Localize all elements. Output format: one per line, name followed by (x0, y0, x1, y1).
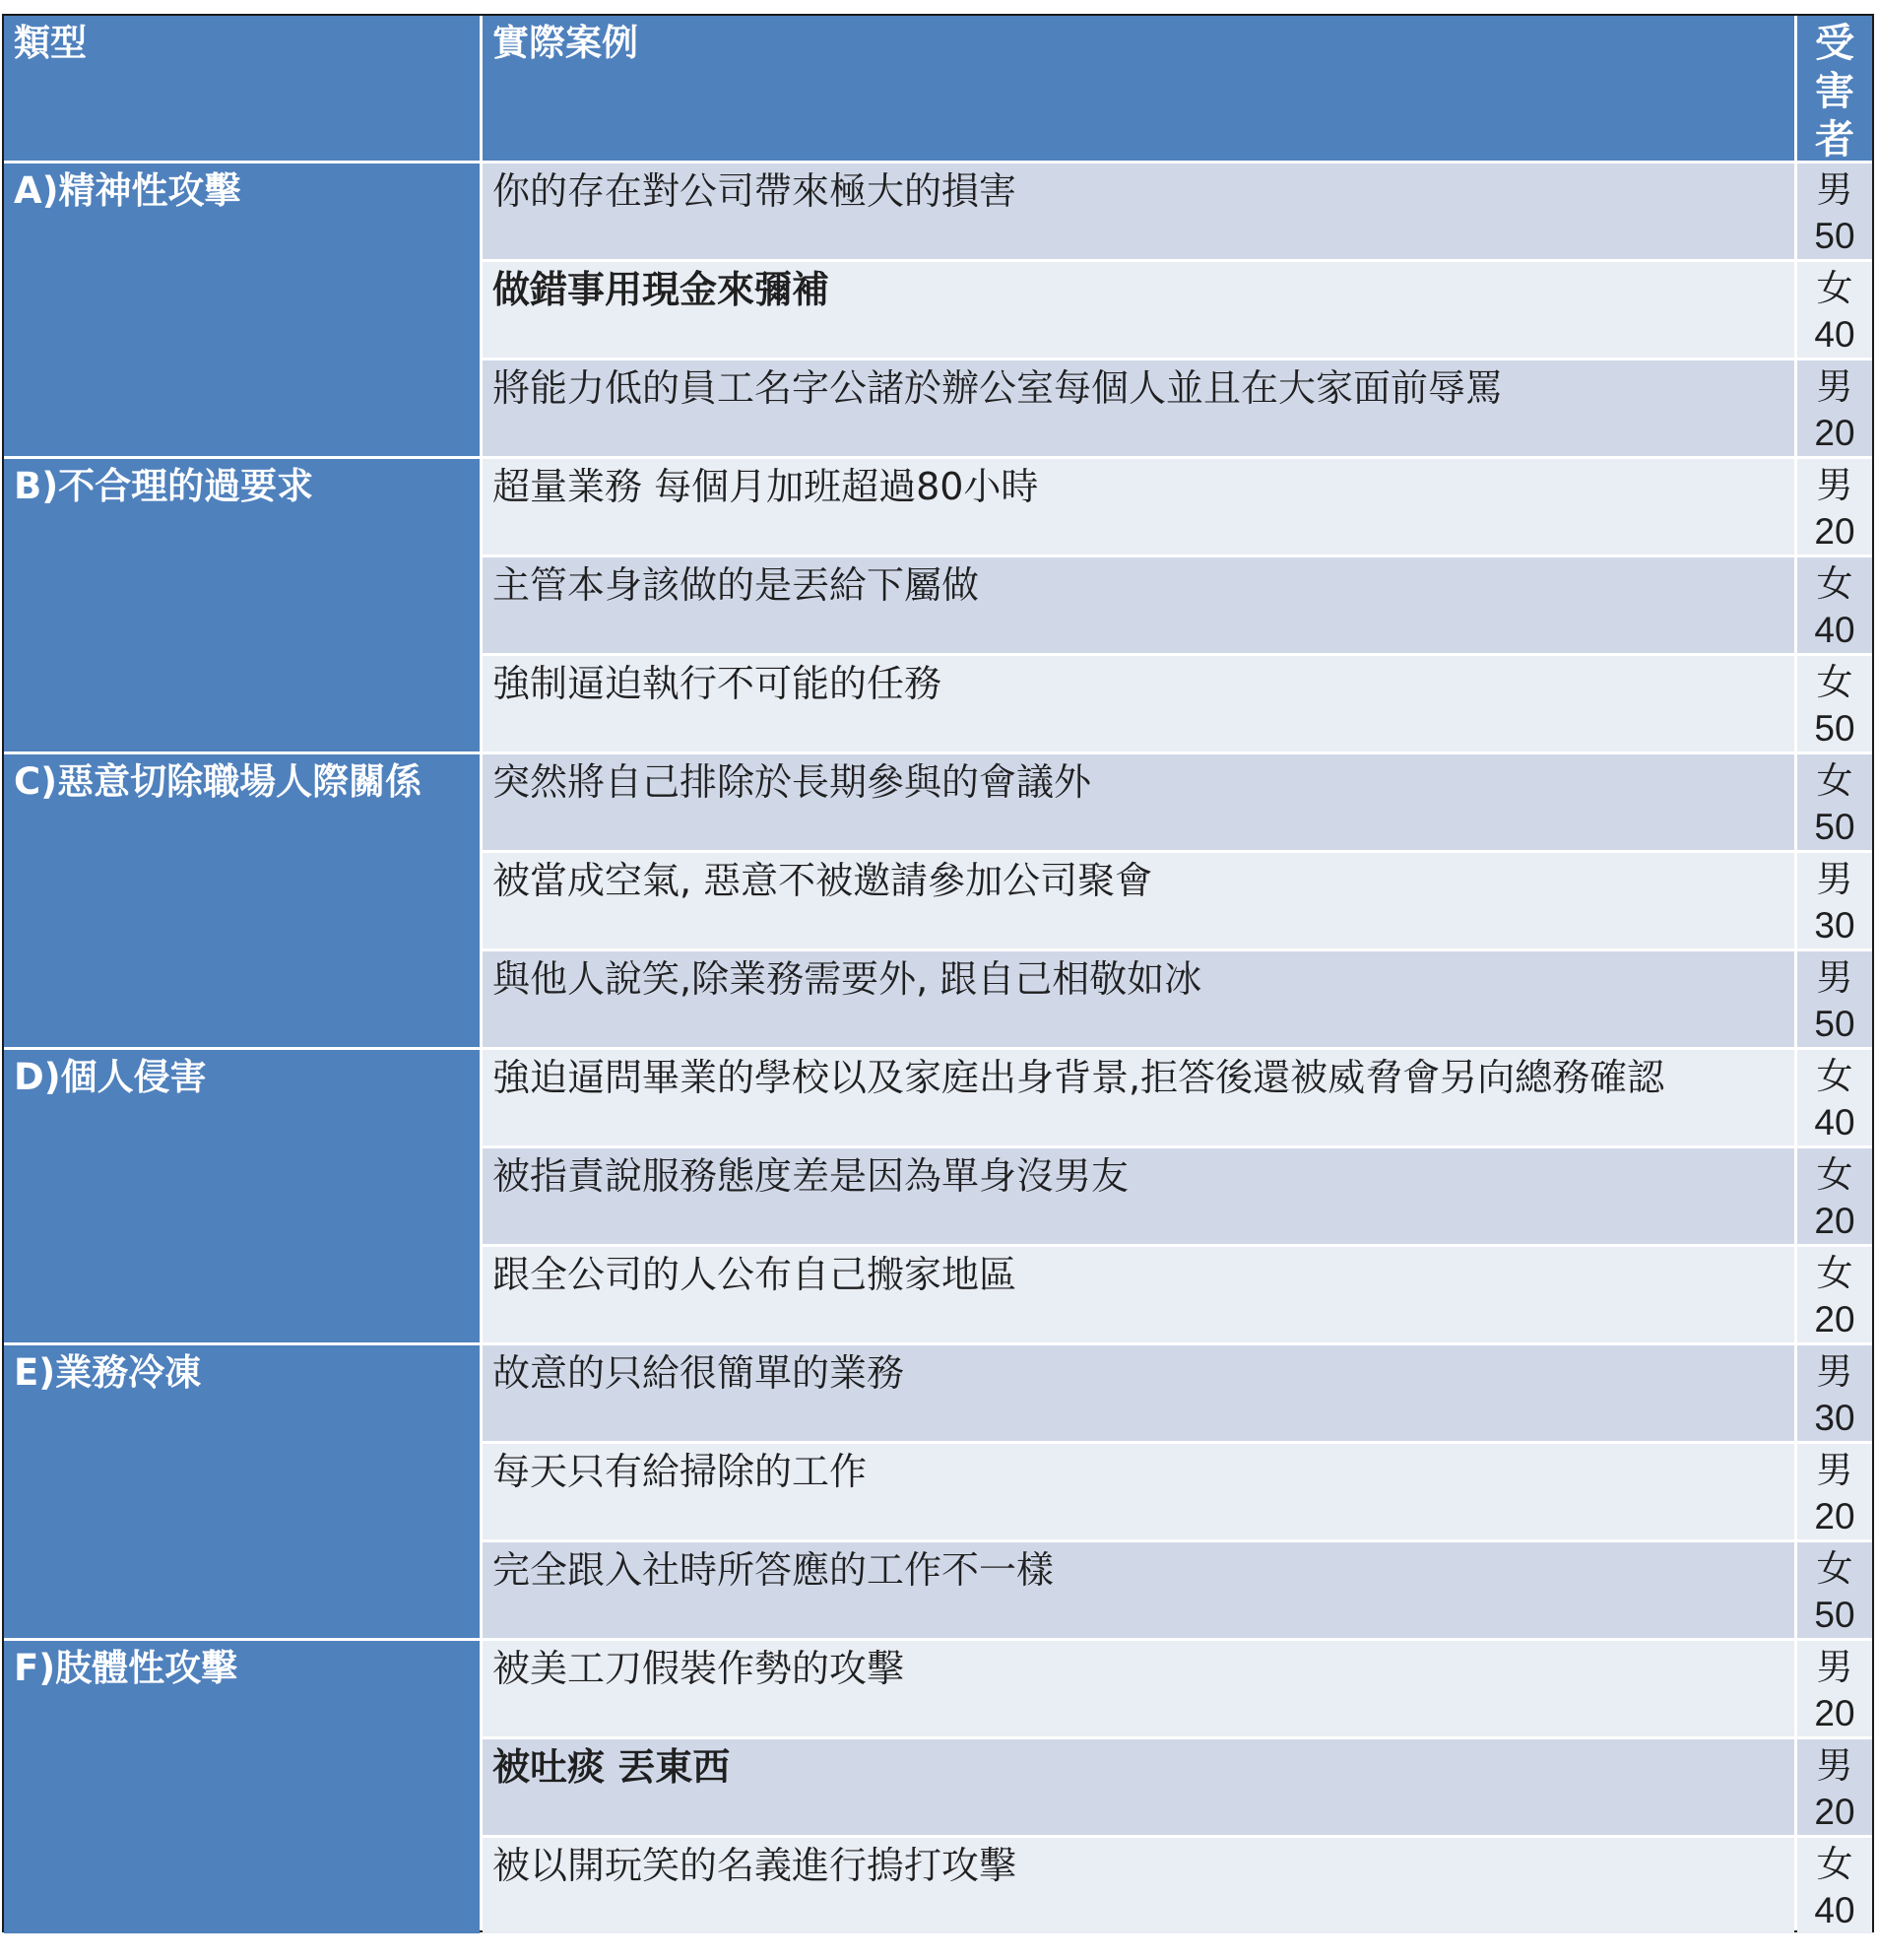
victim-gender: 男 (1816, 365, 1853, 408)
victim-age: 20 (1814, 510, 1855, 552)
header-type: 類型 (4, 16, 480, 161)
victim-gender: 男 (1816, 858, 1853, 900)
victim-age: 20 (1814, 412, 1855, 453)
victim-gender: 女 (1816, 1055, 1853, 1097)
victim-age: 40 (1814, 609, 1855, 650)
victim-gender: 女 (1816, 1153, 1853, 1196)
case-example: 完全跟入社時所答應的工作不一樣 (483, 1542, 1794, 1638)
case-example: 被當成空氣, 惡意不被邀請參加公司聚會 (483, 853, 1794, 948)
victim-info (1797, 951, 1872, 1047)
victim-info (1797, 656, 1872, 751)
case-example: 強制逼迫執行不可能的任務 (483, 656, 1794, 751)
victim-info (1797, 1345, 1872, 1441)
victim-info (1797, 853, 1872, 948)
header-example: 實際案例 (483, 16, 1794, 161)
victim-age: 20 (1814, 1298, 1855, 1339)
case-example: 做錯事用現金來彌補 (483, 262, 1794, 358)
victim-age: 20 (1814, 1692, 1855, 1733)
victim-info (1797, 1542, 1872, 1638)
victim-info (1797, 360, 1872, 456)
case-example: 跟全公司的人公布自己搬家地區 (483, 1247, 1794, 1342)
case-example: 強迫逼問畢業的學校以及家庭出身背景,拒答後還被威脅會另向總務確認 (483, 1050, 1794, 1145)
victim-gender: 女 (1816, 1547, 1853, 1590)
victim-age: 50 (1814, 1594, 1855, 1635)
victim-gender: 男 (1816, 1350, 1853, 1393)
victim-gender: 女 (1816, 661, 1853, 703)
victim-info (1797, 1247, 1872, 1342)
case-example: 將能力低的員工名字公諸於辦公室每個人並且在大家面前辱罵 (483, 360, 1794, 456)
victim-age: 50 (1814, 1003, 1855, 1044)
victim-info (1797, 754, 1872, 850)
victim-age: 20 (1814, 1791, 1855, 1832)
victim-age: 30 (1814, 904, 1855, 946)
victim-age: 50 (1814, 707, 1855, 749)
victim-info (1797, 1444, 1872, 1539)
victim-info (1797, 1050, 1872, 1145)
category-label: B)不合理的過要求 (4, 459, 480, 751)
victim-gender: 男 (1816, 464, 1853, 506)
victim-age: 40 (1814, 313, 1855, 355)
victim-age: 40 (1814, 1101, 1855, 1143)
victim-info (1797, 1148, 1872, 1244)
victim-info (1797, 459, 1872, 555)
case-example: 主管本身該做的是丟給下屬做 (483, 557, 1794, 653)
case-example: 超量業務 每個月加班超過80小時 (483, 459, 1794, 555)
case-example: 被美工刀假裝作勢的攻擊 (483, 1641, 1794, 1736)
case-example: 被吐痰 丟東西 (483, 1739, 1794, 1835)
case-example: 突然將自己排除於長期參與的會議外 (483, 754, 1794, 850)
victim-age: 30 (1814, 1397, 1855, 1438)
harassment-cases-table (2, 14, 1874, 1932)
victim-gender: 女 (1816, 562, 1853, 605)
victim-gender: 男 (1816, 1744, 1853, 1787)
victim-gender: 男 (1816, 1449, 1853, 1491)
case-example: 每天只有給掃除的工作 (483, 1444, 1794, 1539)
victim-gender: 女 (1816, 267, 1853, 309)
category-label: A)精神性攻擊 (4, 163, 480, 456)
category-label: E)業務冷凍 (4, 1345, 480, 1638)
case-example: 被以開玩笑的名義進行摀打攻擊 (483, 1838, 1794, 1933)
victim-gender: 男 (1816, 1646, 1853, 1688)
victim-info (1797, 1641, 1872, 1736)
victim-age: 50 (1814, 215, 1855, 256)
victim-info (1797, 1739, 1872, 1835)
category-label: F)肢體性攻擊 (4, 1641, 480, 1933)
category-label: C)惡意切除職場人際關係 (4, 754, 480, 1047)
victim-age: 50 (1814, 806, 1855, 847)
case-example: 故意的只給很簡單的業務 (483, 1345, 1794, 1441)
victim-age: 20 (1814, 1495, 1855, 1536)
victim-info (1797, 163, 1872, 259)
header-victim: 受害者 (1797, 16, 1872, 161)
victim-age: 20 (1814, 1200, 1855, 1241)
victim-info (1797, 1838, 1872, 1933)
victim-gender: 男 (1816, 168, 1853, 211)
victim-age: 40 (1814, 1889, 1855, 1930)
case-example: 你的存在對公司帶來極大的損害 (483, 163, 1794, 259)
victim-gender: 女 (1816, 759, 1853, 802)
victim-info (1797, 557, 1872, 653)
case-example: 與他人說笑,除業務需要外, 跟自己相敬如冰 (483, 951, 1794, 1047)
victim-gender: 男 (1816, 956, 1853, 999)
victim-info (1797, 262, 1872, 358)
case-example: 被指責說服務態度差是因為單身沒男友 (483, 1148, 1794, 1244)
victim-gender: 女 (1816, 1252, 1853, 1294)
category-label: D)個人侵害 (4, 1050, 480, 1342)
victim-gender: 女 (1816, 1843, 1853, 1885)
